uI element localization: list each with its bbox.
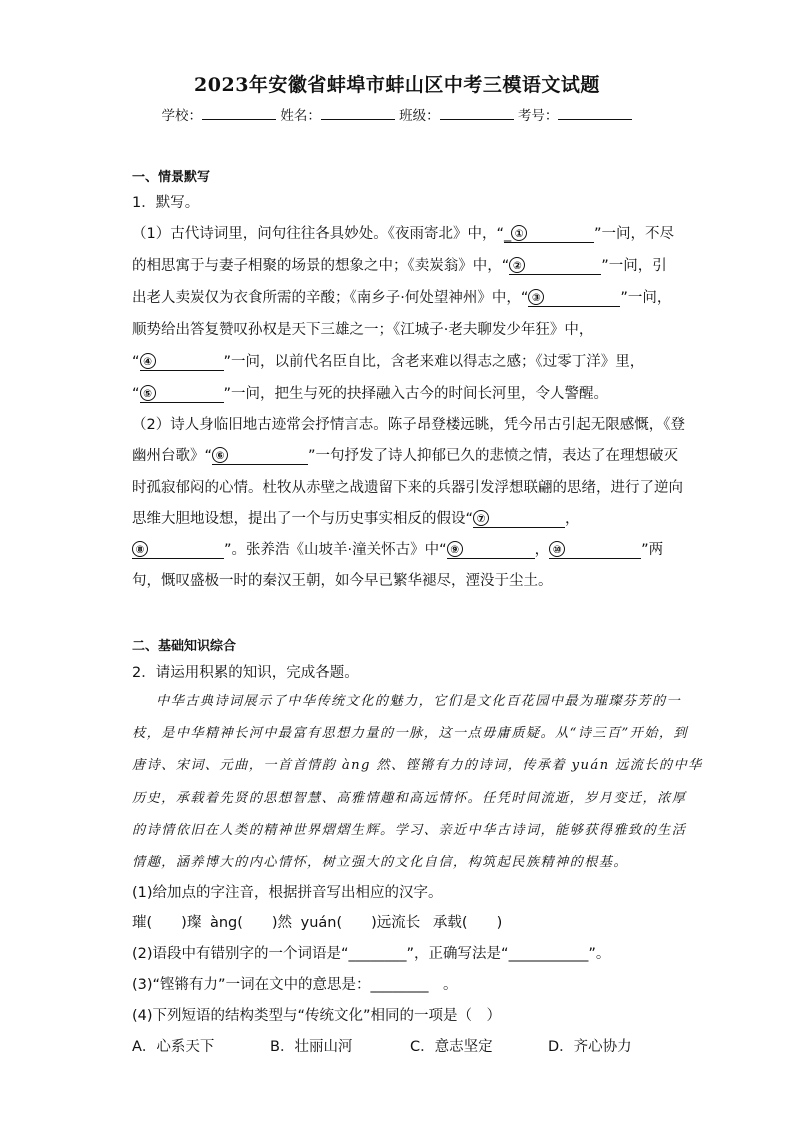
passage-line: 历史，承载着先贤的思想智慧、高雅情趣和高远情怀。任凭时间流逝，岁月变迁，浓厚 [132,791,687,806]
q1-p1-line2: 的相思寓于与妻子相聚的场景的想象之中；《卖炭翁》中，“ ② ”一问，引 [132,258,667,274]
sub-question-2: (2)语段中有错别字的一个词语是“________”，正确写法是“___________”。 [132,946,611,962]
q1-p1-line6: “ ⑤ ”一问，把生与死的抉择融入古今的时间长河里，令人警醒。 [132,386,609,402]
item-yuan: yuán( )远流长 [300,915,421,931]
q1-p1-line1: （1）古代诗词里，问句往往各具妙处。《夜雨寄北》中，“_ ① ”一问，不尽 [132,226,675,242]
q1-p2-line3: 时孤寂郁闷的心情。杜牧从赤壁之战遗留下来的兵器引发浮想联翩的思绪，进行了逆向 [132,480,683,496]
option-d[interactable]: D．齐心协力 [548,1039,632,1055]
sub-question-1-items [132,911,502,932]
school-blank[interactable] [202,105,276,120]
q1-p2-line5: ⑧ ”。张养浩《山坡羊·潼关怀古》中“ ⑨ ， ⑩ ”两 [132,538,663,559]
option-b[interactable]: B．壮丽山河 [270,1039,353,1055]
class-label: 班级： [399,108,440,124]
question-1-label: 1．默写。 [132,195,200,211]
student-info-line [0,104,794,124]
page-title: 2023年安徽省蚌埠市蚌山区中考三模语文试题 [194,74,600,96]
option-c[interactable]: C．意志坚定 [410,1039,493,1055]
passage-line: 枝，是中华精神长河中最富有思想力量的一脉，这一点毋庸质疑。从“诗三百”开始，到 [132,726,689,741]
option-a[interactable]: A．心系天下 [132,1039,215,1055]
exam-no-label: 考号： [517,108,559,124]
sub-question-1: (1)给加点的字注音，根据拼音写出相应的汉字。 [132,885,443,901]
sub-question-4: (4)下列短语的结构类型与“传统文化”相同的一项是（ ） [132,1008,502,1024]
exam-no-blank[interactable] [558,105,632,120]
passage-line: 中华古典诗词展示了中华传统文化的魅力，它们是文化百花园中最为璀璨芬芳的一 [156,694,682,709]
school-label: 学校： [161,108,203,124]
passage-line: 情趣，涵养博大的内心情怀，树立强大的文化自信，构筑起民族精神的根基。 [132,855,628,870]
item-cui: 璀( )璨 [132,915,202,931]
q1-p2-line1: （2）诗人身临旧地古迹常会抒情言志。陈子昂登楼远眺，凭今吊古引起无限感慨，《登 [132,417,685,433]
q1-p2-line2: 幽州台歌》“ ⑥ ”一句抒发了诗人抑郁已久的悲愤之情，表达了在理想破灭 [132,448,679,464]
q1-p1-line3: 出老人卖炭仅为衣食所需的辛酸；《南乡子·何处望神州》中，“ ③ ”一问， [132,290,672,306]
question-2-label: 2．请运用积累的知识，完成各题。 [132,665,359,681]
section-1-heading: 一、情景默写 [132,170,211,185]
class-blank[interactable] [440,105,514,120]
q1-p2-line6: 句，慨叹盛极一时的秦汉王朝，如今早已繁华褪尽，湮没于尘土。 [132,573,553,589]
section-2-heading: 二、基础知识综合 [132,639,237,654]
passage-line: 唐诗、宋词、元曲，一首首情韵 àng 然、铿锵有力的诗词，传承着 yuán 远流长的中华 [132,758,703,773]
q1-p2-line4: 思维大胆地设想，提出了一个与历史事实相反的假设“ ⑦ ， [132,511,580,527]
name-blank[interactable] [321,105,395,120]
passage-line: 的诗情依旧在人类的精神世界熠熠生辉。学习、亲近中华古诗词，能够获得雅致的生活 [132,823,687,838]
sub-question-3: (3)“铿锵有力”一词在文中的意思是：________ 。 [132,977,458,993]
name-label: 姓名： [280,108,321,124]
q1-p1-line4: 顺势给出答复赞叹孙权是天下三雄之一；《江城子·老夫聊发少年狂》中， [132,322,594,338]
q1-p1-line5: “ ④ ”一问，以前代名臣自比，含老来难以得志之感；《过零丁洋》里， [132,354,645,370]
item-zai: 承载( ) [432,915,503,931]
item-ang: àng( )然 [209,915,293,931]
